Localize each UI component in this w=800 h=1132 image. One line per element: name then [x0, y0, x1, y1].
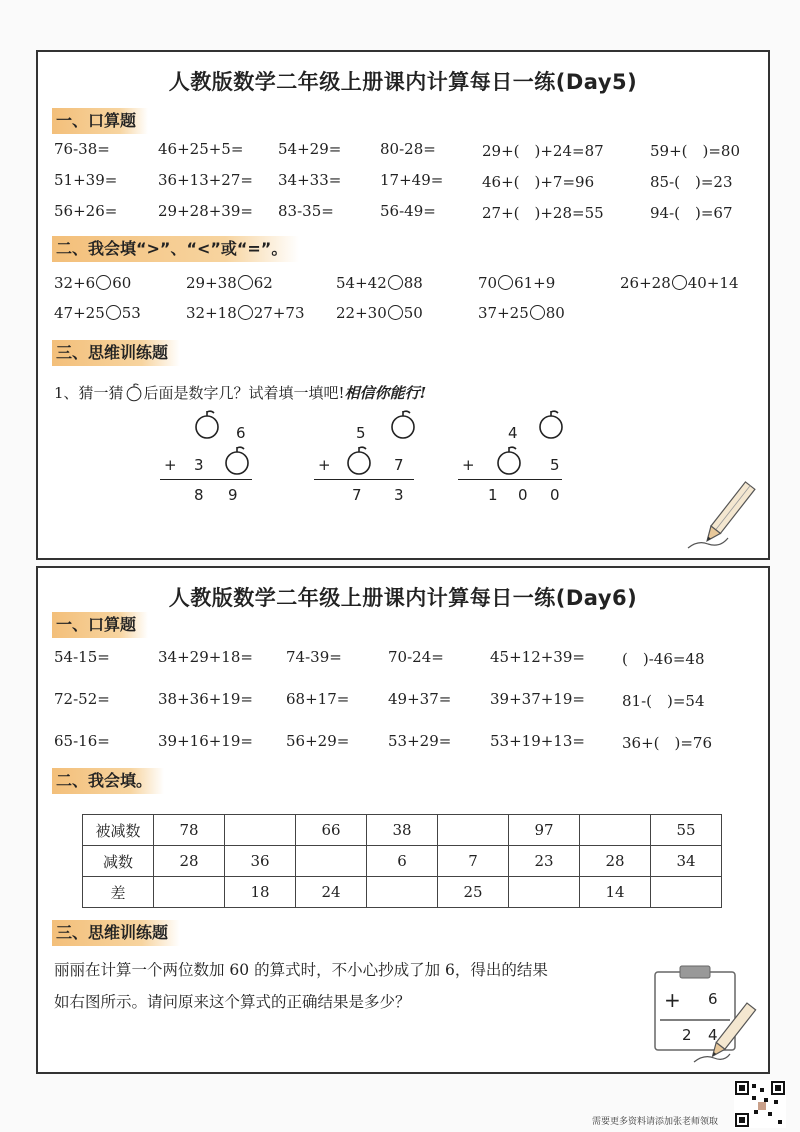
oral-row: [54, 140, 760, 164]
compare-right: 53: [121, 304, 141, 322]
table-cell[interactable]: [367, 877, 438, 908]
table-cell[interactable]: 34: [651, 846, 722, 877]
table-cell[interactable]: 23: [509, 846, 580, 877]
pencil-icon: [678, 464, 768, 554]
answer-circle[interactable]: [498, 275, 513, 290]
plus-sign: +: [664, 988, 681, 1012]
compare-problem: [54, 274, 131, 292]
oral-problem: 39+37+19=: [490, 690, 585, 708]
qr-code: [734, 1080, 786, 1128]
compare-problem: [478, 274, 555, 292]
table-cell[interactable]: [438, 815, 509, 846]
compare-left: 22+30: [336, 304, 387, 322]
oral-problem: 46+25+5=: [158, 140, 244, 158]
table-cell[interactable]: 38: [367, 815, 438, 846]
oral-problem: 54+29=: [278, 140, 342, 158]
section-oral: 一、口算题: [52, 108, 148, 134]
puzzle-digit: 6: [236, 424, 246, 442]
page-title: 人教版数学二年级上册课内计算每日一练(Day6): [168, 586, 638, 610]
plus-sign: +: [318, 456, 331, 474]
compare-problem: [186, 304, 305, 322]
puzzle-digit: 9: [228, 486, 238, 504]
table-cell[interactable]: 6: [367, 846, 438, 877]
oral-problem: 74-39=: [286, 648, 342, 666]
compare-row: [54, 304, 760, 328]
oral-problem: 38+36+19=: [158, 690, 253, 708]
table-cell[interactable]: 55: [651, 815, 722, 846]
word-problem-line: 丽丽在计算一个两位数加 60 的算式时，不小心抄成了加 6，得出的结果: [54, 961, 548, 979]
oral-problem: 51+39=: [54, 171, 118, 189]
compare-left: 26+28: [620, 274, 671, 292]
answer-circle[interactable]: [106, 305, 121, 320]
answer-circle[interactable]: [672, 275, 687, 290]
table-cell[interactable]: [580, 815, 651, 846]
compare-right: 27+73: [253, 304, 305, 322]
oral-problem: 53+29=: [388, 732, 452, 750]
compare-problem: [54, 304, 141, 322]
oral-problem: 68+17=: [286, 690, 350, 708]
section-fill: 二、我会填。: [52, 768, 164, 794]
puzzle-digit: 5: [550, 456, 560, 474]
table-cell[interactable]: [296, 846, 367, 877]
oral-problem: 29+28+39=: [158, 202, 253, 220]
oral-problem: 56+26=: [54, 202, 118, 220]
compare-problem: [336, 304, 423, 322]
oral-problem: 49+37=: [388, 690, 452, 708]
compare-right: 88: [403, 274, 423, 292]
sum-line: [458, 479, 562, 480]
table-cell[interactable]: 78: [154, 815, 225, 846]
oral-problem: 65-16=: [54, 732, 110, 750]
plus-sign: +: [164, 456, 177, 474]
oral-problem: 94-( )=67: [650, 204, 733, 222]
oral-problem: 56+29=: [286, 732, 350, 750]
page-title: 人教版数学二年级上册课内计算每日一练(Day5): [168, 70, 638, 94]
apple-icon: [494, 444, 524, 476]
table-row: [83, 815, 722, 846]
day5-worksheet: [36, 50, 770, 560]
table-cell[interactable]: [509, 877, 580, 908]
oral-row: [54, 648, 760, 672]
answer-circle[interactable]: [238, 275, 253, 290]
question-1-body: 后面是数字几？试着填一填吧!: [143, 384, 345, 402]
puzzle-digit: 0: [550, 486, 560, 504]
compare-right: 40+14: [687, 274, 739, 292]
table-cell[interactable]: 28: [154, 846, 225, 877]
oral-problem: 29+( )+24=87: [482, 142, 604, 160]
table-cell[interactable]: 66: [296, 815, 367, 846]
answer-circle[interactable]: [530, 305, 545, 320]
table-row: [83, 877, 722, 908]
oral-problem: 36+13+27=: [158, 171, 253, 189]
question-1: [54, 382, 426, 403]
oral-problem: 72-52=: [54, 690, 110, 708]
puzzle-digit: 1: [488, 486, 498, 504]
compare-left: 32+18: [186, 304, 237, 322]
compare-left: 32+6: [54, 274, 96, 292]
section-thinking: 三、思维训练题: [52, 340, 180, 366]
table-cell[interactable]: 14: [580, 877, 651, 908]
puzzle-digit: 4: [508, 424, 518, 442]
puzzle-digit: 5: [356, 424, 366, 442]
oral-problem: 83-35=: [278, 202, 334, 220]
pencil-icon: [688, 988, 768, 1068]
word-problem-line: 如右图所示。请问原来这个算式的正确结果是多少？: [54, 993, 411, 1011]
oral-problem: 53+19+13=: [490, 732, 585, 750]
table-cell[interactable]: 18: [225, 877, 296, 908]
card-digit: 4: [708, 1026, 718, 1044]
table-cell[interactable]: 25: [438, 877, 509, 908]
compare-problem: [620, 274, 739, 292]
compare-right: 61+9: [514, 274, 556, 292]
table-cell[interactable]: 97: [509, 815, 580, 846]
answer-circle[interactable]: [238, 305, 253, 320]
question-1-encourage: 相信你能行!: [344, 384, 427, 402]
card-digit: 6: [708, 990, 718, 1008]
table-cell[interactable]: [651, 877, 722, 908]
oral-problem: 46+( )+7=96: [482, 173, 595, 191]
oral-row: [54, 202, 760, 226]
compare-problem: [186, 274, 273, 292]
oral-problem: 76-38=: [54, 140, 110, 158]
compare-left: 54+42: [336, 274, 387, 292]
table-row: [83, 846, 722, 877]
answer-circle[interactable]: [388, 275, 403, 290]
word-problem: [54, 954, 654, 1018]
apple-icon: [192, 408, 222, 440]
compare-left: 47+25: [54, 304, 105, 322]
table-cell[interactable]: 28: [580, 846, 651, 877]
apple-icon: [388, 408, 418, 440]
puzzle-3: [462, 408, 582, 508]
subtraction-table: [82, 814, 722, 908]
compare-right: 80: [545, 304, 565, 322]
section-thinking: 三、思维训练题: [52, 920, 180, 946]
table-cell[interactable]: 24: [296, 877, 367, 908]
oral-row: [54, 171, 760, 195]
answer-circle[interactable]: [388, 305, 403, 320]
footer-note: 需要更多资料请添加张老师领取: [591, 1117, 718, 1127]
puzzle-digit: 3: [394, 486, 404, 504]
oral-problem: 59+( )=80: [650, 142, 741, 160]
oral-problem: 70-24=: [388, 648, 444, 666]
puzzle-1: [164, 408, 264, 508]
compare-row: [54, 274, 760, 298]
oral-problem: 17+49=: [380, 171, 444, 189]
compare-left: 29+38: [186, 274, 237, 292]
sum-line: [160, 479, 252, 480]
apple-icon: [124, 382, 144, 402]
table-cell[interactable]: 7: [438, 846, 509, 877]
table-cell[interactable]: 36: [225, 846, 296, 877]
oral-problem: 39+16+19=: [158, 732, 253, 750]
oral-problem: 34+33=: [278, 171, 342, 189]
compare-right: 60: [112, 274, 132, 292]
card-digit: 2: [682, 1026, 692, 1044]
answer-circle[interactable]: [96, 275, 111, 290]
oral-problem: 27+( )+28=55: [482, 204, 604, 222]
table-cell[interactable]: [154, 877, 225, 908]
oral-problem: 34+29+18=: [158, 648, 253, 666]
apple-icon: [536, 408, 566, 440]
puzzle-digit: 0: [518, 486, 528, 504]
oral-problem: 45+12+39=: [490, 648, 585, 666]
table-row-header: 差: [83, 877, 154, 908]
apple-icon: [344, 444, 374, 476]
section-oral: 一、口算题: [52, 612, 148, 638]
puzzle-digit: 8: [194, 486, 204, 504]
compare-left: 70: [478, 274, 498, 292]
day6-worksheet: [36, 566, 770, 1074]
compare-left: 37+25: [478, 304, 529, 322]
oral-row: [54, 732, 760, 756]
table-row-header: 被减数: [83, 815, 154, 846]
oral-problem: 54-15=: [54, 648, 110, 666]
sum-line: [314, 479, 414, 480]
compare-right: 50: [403, 304, 423, 322]
compare-right: 62: [253, 274, 273, 292]
oral-problem: 81-( )=54: [622, 692, 705, 710]
puzzle-digit: 7: [394, 456, 404, 474]
question-1-label: 1、猜一猜: [54, 384, 124, 402]
apple-icon: [222, 444, 252, 476]
oral-row: [54, 690, 760, 714]
table-cell[interactable]: [225, 815, 296, 846]
compare-problem: [478, 304, 565, 322]
section-compare: 二、我会填“>”、“<”或“=”。: [52, 236, 299, 262]
oral-problem: ( )-46=48: [622, 650, 705, 668]
table-row-header: 减数: [83, 846, 154, 877]
oral-problem: 56-49=: [380, 202, 436, 220]
puzzle-2: [318, 408, 428, 508]
puzzle-digit: 3: [194, 456, 204, 474]
puzzle-digit: 7: [352, 486, 362, 504]
plus-sign: +: [462, 456, 475, 474]
oral-problem: 85-( )=23: [650, 173, 733, 191]
oral-problem: 36+( )=76: [622, 734, 713, 752]
oral-problem: 80-28=: [380, 140, 436, 158]
compare-problem: [336, 274, 423, 292]
